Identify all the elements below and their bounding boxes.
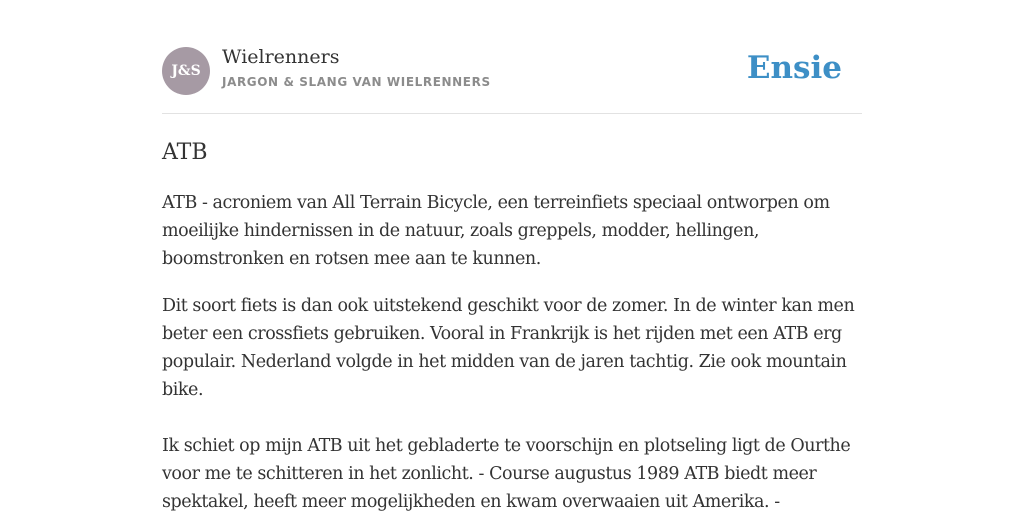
definition-paragraph: ATB - acroniem van All Terrain Bicycle, een terreinfiets speciaal ontworpen om moeilijke hindernissen in de natuur, zoals greppels, modder, hellingen, boomstronken en rotsen mee aan te kunnen.: [162, 193, 830, 269]
entry-term: ATB: [162, 140, 208, 165]
dictionary-subtitle: JARGON & SLANG VAN WIELRENNERS: [222, 75, 491, 89]
dictionary-avatar[interactable]: J&S: [162, 47, 210, 95]
definition-paragraph: Dit soort fiets is dan ook uitstekend geschikt voor de zomer. In de winter kan men beter een crossfiets gebruiken. Vooral in Frankrijk is het rijden met een ATB erg populair. Nederland volgde in het midden van de jaren tachtig. Zie ook mountain bike.: [162, 296, 855, 400]
entry-definition: [162, 189, 862, 512]
example-paragraph: Ik schiet op mijn ATB uit het gebladerte te voorschijn en plotseling ligt de Ourthe voor me te schitteren in het zonlicht. - Course augustus 1989 ATB biedt meer spektakel, heeft meer mogelijkheden en kwam overwaaien uit Amerika. -: [162, 436, 851, 512]
dictionary-header: [162, 47, 862, 114]
dictionary-title[interactable]: Wielrenners: [222, 46, 340, 68]
ensie-logo-link[interactable]: Ensie: [746, 50, 842, 86]
page: [162, 0, 862, 512]
